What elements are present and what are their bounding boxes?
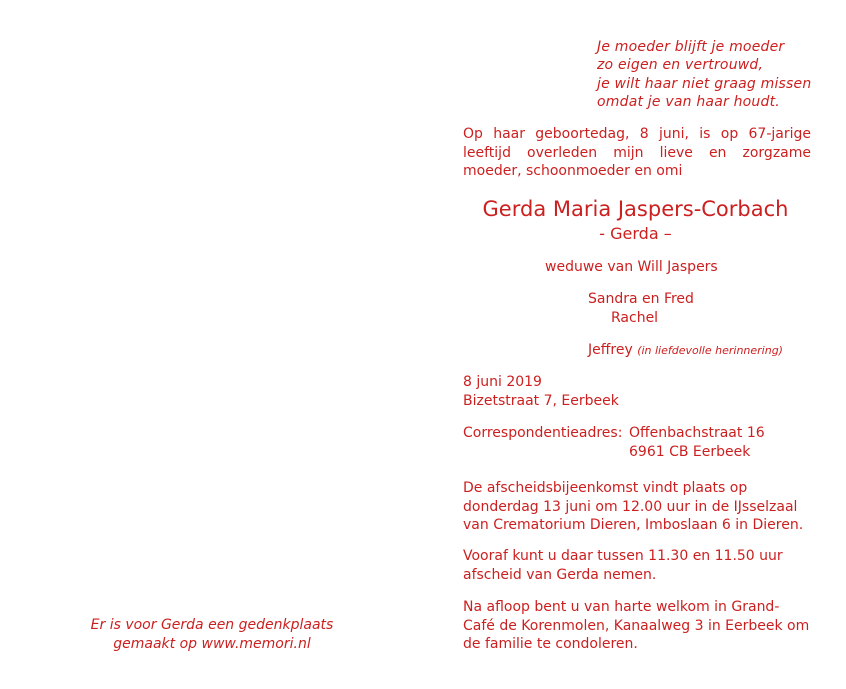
reception-text: Na afloop bent u van harte welkom in Grand-Café de Korenmolen, Kanaalweg 3 in Eerbeek om de familie te condoleren. bbox=[463, 599, 810, 652]
date-text: 8 juni 2019 bbox=[463, 374, 542, 390]
announcement-text: Op haar geboortedag, 8 juni, is op 67-jarige leeftijd overleden mijn lieve en zorgzame moeder, schoonmoeder en omi bbox=[463, 126, 811, 179]
poem-line: omdat je van haar houdt. bbox=[597, 93, 780, 110]
remembered-name: Jeffrey bbox=[588, 342, 633, 358]
grandchild-name: Rachel bbox=[611, 310, 659, 326]
farewell-text: Vooraf kunt u daar tussen 11.30 en 11.50 uur afscheid van Gerda nemen. bbox=[463, 548, 783, 583]
widow-of-text: weduwe van Will Jaspers bbox=[545, 259, 718, 275]
remembered-note: (in liefdevolle herinnering) bbox=[637, 344, 783, 357]
ceremony-text: De afscheidsbijeenkomst vindt plaats op donderdag 13 juni om 12.00 uur in de IJsselzaal van Crematorium Dieren, Imboslaan 6 in Dieren. bbox=[463, 480, 804, 533]
correspondence-label: Correspondentieadres: bbox=[463, 425, 623, 441]
poem-line: Je moeder blijft je moeder bbox=[597, 39, 785, 55]
poem-line: zo eigen en vertrouwd, bbox=[597, 57, 764, 74]
memori-note-link[interactable]: gemaakt op www.memori.nl bbox=[113, 636, 311, 652]
home-address: Bizetstraat 7, Eerbeek bbox=[463, 393, 619, 409]
memori-note-line: Er is voor Gerda een gedenkplaats bbox=[90, 617, 334, 633]
deceased-name: Gerda Maria Jaspers-Corbach bbox=[482, 197, 789, 221]
deceased-nickname: - Gerda – bbox=[599, 224, 672, 243]
poem bbox=[597, 38, 811, 111]
memori-note bbox=[70, 616, 354, 654]
children-names: Sandra en Fred bbox=[588, 291, 694, 307]
correspondence-street: Offenbachstraat 16 bbox=[629, 425, 765, 441]
correspondence-postal: 6961 CB Eerbeek bbox=[629, 444, 751, 460]
poem-line: je wilt haar niet graag missen bbox=[597, 75, 812, 92]
remembered-line bbox=[588, 341, 783, 360]
